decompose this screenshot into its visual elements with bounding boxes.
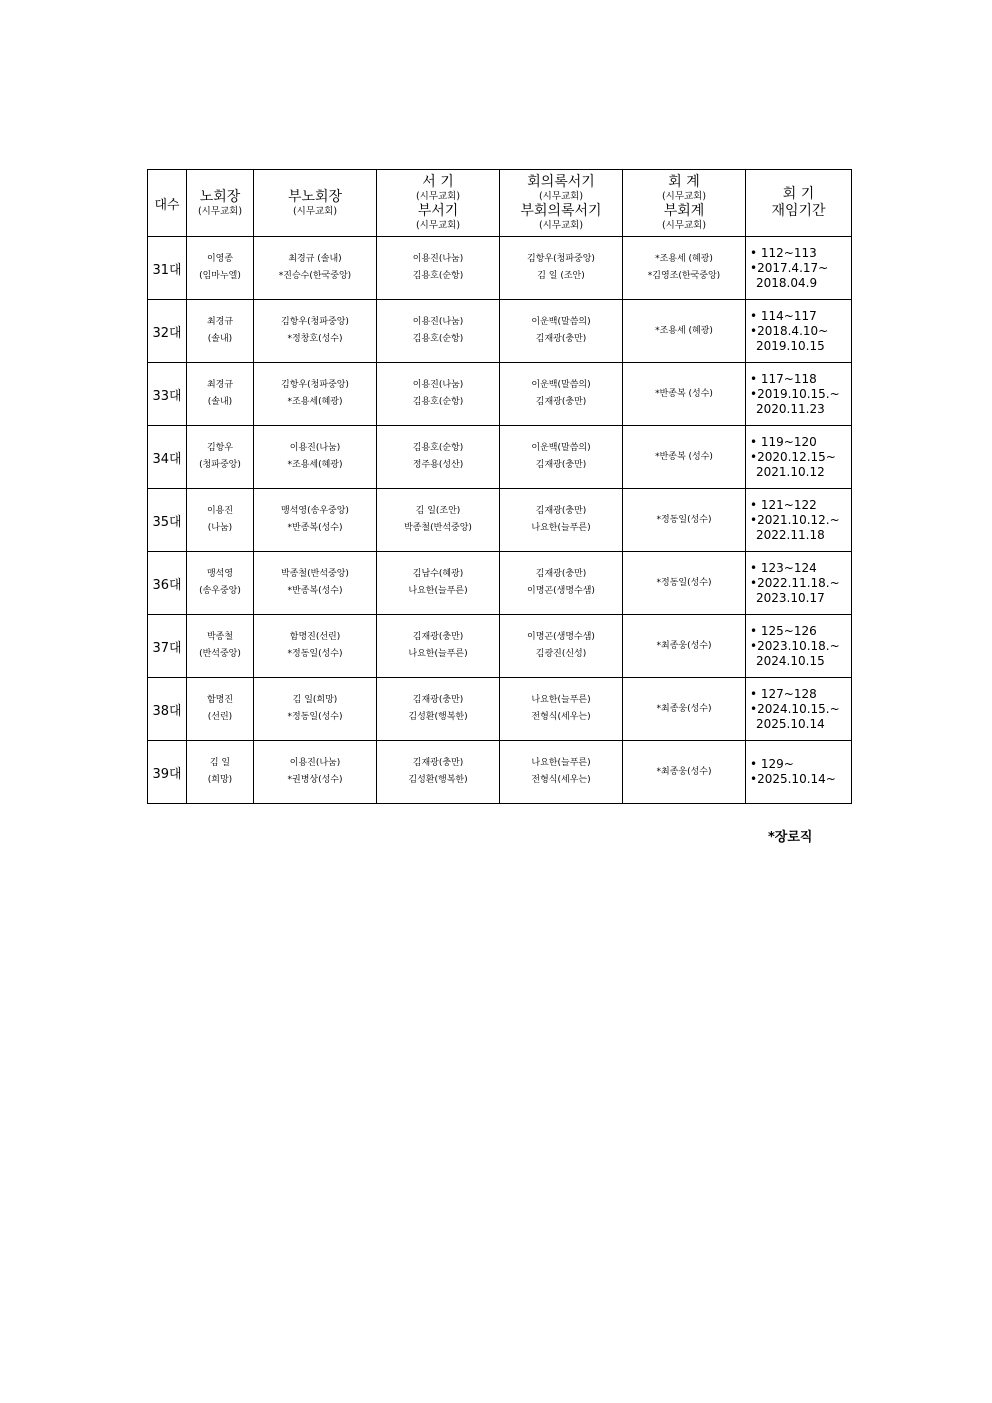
treasurer-cell <box>623 300 746 363</box>
clerk-line: 이용진(나눔) <box>412 317 464 327</box>
clerk-line: 정주용(성산) <box>412 460 464 470</box>
recorder-cell <box>500 300 623 363</box>
header-clerk-sub1: (시무교회) <box>415 191 461 202</box>
recorder-cell <box>500 489 623 552</box>
president-cell <box>187 363 254 426</box>
term-cell <box>746 300 852 363</box>
president-cell <box>187 552 254 615</box>
treasurer-line: *최종웅(성수) <box>656 640 712 651</box>
president-line: 맹석영 <box>206 569 234 579</box>
clerk-line: 김재광(충만) <box>412 758 464 768</box>
term-line: •2023.10.18.~ <box>750 638 840 653</box>
vice-line: 박종철(반석중앙) <box>281 569 349 579</box>
president-cell <box>187 615 254 678</box>
header-treasurer-sub1: (시무교회) <box>661 191 707 202</box>
term-line: • 125~126 <box>750 623 817 638</box>
recorder-line: 나요한(늘푸른) <box>531 523 591 533</box>
term-line: 2018.04.9 <box>756 275 818 290</box>
header-row <box>148 170 852 237</box>
clerk-line: 김성환(행복한) <box>408 775 468 785</box>
header-treasurer-title2: 부회계 <box>663 203 705 219</box>
clerk-cell <box>377 678 500 741</box>
table-row <box>148 489 852 552</box>
gen-cell <box>148 363 187 426</box>
president-line: (솔내) <box>207 334 233 344</box>
vice-line: *정창호(성수) <box>287 334 343 344</box>
treasurer-cell <box>623 363 746 426</box>
treasurer-cell <box>623 237 746 300</box>
term-line: 2022.11.18 <box>756 527 825 542</box>
term-line: •2019.10.15.~ <box>750 386 840 401</box>
term-line: •2025.10.14~ <box>750 772 836 786</box>
gen-label: 38대 <box>152 703 182 719</box>
term-line: • 129~ <box>750 757 794 771</box>
recorder-line: 이운백(말씀의) <box>531 443 591 453</box>
treasurer-line: *김영조(한국중앙) <box>647 271 721 281</box>
president-line: 김 일 <box>209 758 231 768</box>
vice-line: *반종복(성수) <box>287 523 343 533</box>
recorder-line: 전형식(세우는) <box>531 775 591 785</box>
president-cell <box>187 678 254 741</box>
header-recorder-sub2: (시무교회) <box>538 220 584 231</box>
president-cell <box>187 426 254 489</box>
vice-line: 이용진(나눔) <box>289 443 341 453</box>
term-line: 2023.10.17 <box>756 590 825 605</box>
term-line: •2024.10.15.~ <box>750 701 840 716</box>
vice-line: *반종복(성수) <box>287 586 343 596</box>
term-cell <box>746 363 852 426</box>
recorder-cell <box>500 678 623 741</box>
gen-cell <box>148 426 187 489</box>
term-line: • 119~120 <box>750 434 817 449</box>
gen-label: 35대 <box>152 514 182 530</box>
vice-cell <box>254 678 377 741</box>
term-line: •2022.11.18.~ <box>750 575 840 590</box>
vice-line: *정동일(성수) <box>287 712 343 722</box>
term-cell <box>746 489 852 552</box>
gen-cell <box>148 552 187 615</box>
header-president <box>187 170 254 237</box>
recorder-line: 김재광(충만) <box>535 334 587 344</box>
vice-cell <box>254 552 377 615</box>
gen-label: 36대 <box>152 577 182 593</box>
term-line: • 112~113 <box>750 245 817 260</box>
footnote-elder: *장로직 <box>768 830 813 845</box>
vice-line: 김항우(청파중앙) <box>281 380 349 390</box>
recorder-line: 나요한(늘푸른) <box>531 758 591 768</box>
gen-cell <box>148 615 187 678</box>
vice-cell <box>254 489 377 552</box>
president-line: 이용진 <box>206 506 234 516</box>
clerk-line: 나요한(늘푸른) <box>408 649 468 659</box>
term-cell <box>746 426 852 489</box>
vice-line: *정동일(성수) <box>287 649 343 659</box>
president-cell <box>187 300 254 363</box>
clerk-cell <box>377 426 500 489</box>
gen-label: 32대 <box>152 325 182 341</box>
clerk-line: 김남수(혜광) <box>412 569 464 579</box>
vice-line: *권병상(성수) <box>287 775 343 785</box>
recorder-line: 김항우(청파중앙) <box>527 254 595 264</box>
term-cell <box>746 678 852 741</box>
clerk-line: 이용진(나눔) <box>412 254 464 264</box>
header-recorder-title: 회의록서기 <box>527 174 595 190</box>
gen-cell <box>148 741 187 804</box>
term-line: • 123~124 <box>750 560 817 575</box>
table-row <box>148 237 852 300</box>
vice-cell <box>254 615 377 678</box>
treasurer-line: *반종복 (성수) <box>655 451 713 462</box>
recorder-cell <box>500 615 623 678</box>
treasurer-cell <box>623 741 746 804</box>
header-recorder <box>500 170 623 237</box>
clerk-line: 김용호(순항) <box>412 397 464 407</box>
clerk-cell <box>377 615 500 678</box>
vice-cell <box>254 741 377 804</box>
recorder-line: 이명곤(생명수샘) <box>527 586 595 596</box>
president-cell <box>187 489 254 552</box>
recorder-line: 김재광(충만) <box>535 397 587 407</box>
clerk-line: 박종철(반석중앙) <box>404 523 472 533</box>
president-line: 이영종 <box>206 254 234 264</box>
treasurer-line: *정동일(성수) <box>656 577 712 588</box>
term-line: 2020.11.23 <box>756 401 825 416</box>
recorder-line: 나요한(늘푸른) <box>531 695 591 705</box>
clerk-cell <box>377 237 500 300</box>
term-line: 2019.10.15 <box>756 338 825 353</box>
header-gen <box>148 170 187 237</box>
president-line: (송우중앙) <box>199 586 241 596</box>
header-term-title2: 재임기간 <box>771 203 826 219</box>
president-line: (선린) <box>207 712 233 722</box>
vice-line: 김 일(희망) <box>292 695 338 705</box>
term-line: •2017.4.17~ <box>750 260 829 275</box>
vice-line: *진승수(한국중앙) <box>278 271 352 281</box>
clerk-line: 김성환(행복한) <box>408 712 468 722</box>
header-treasurer <box>623 170 746 237</box>
president-line: (반석중앙) <box>199 649 241 659</box>
gen-label: 37대 <box>152 640 182 656</box>
gen-cell <box>148 237 187 300</box>
treasurer-cell <box>623 615 746 678</box>
vice-cell <box>254 426 377 489</box>
treasurer-cell <box>623 489 746 552</box>
treasurer-line: *최종웅(성수) <box>656 766 712 777</box>
clerk-cell <box>377 300 500 363</box>
treasurer-line: *반종복 (성수) <box>655 388 713 399</box>
president-line: (솔내) <box>207 397 233 407</box>
clerk-line: 나요한(늘푸른) <box>408 586 468 596</box>
vice-line: 최경규 (솔내) <box>288 254 342 264</box>
term-line: • 127~128 <box>750 686 817 701</box>
term-cell <box>746 237 852 300</box>
header-vice <box>254 170 377 237</box>
table-row <box>148 615 852 678</box>
vice-line: *조용세(혜광) <box>287 397 343 407</box>
clerk-cell <box>377 741 500 804</box>
recorder-cell <box>500 363 623 426</box>
treasurer-line: *조용세 (혜광) <box>655 254 713 264</box>
term-line: 2025.10.14 <box>756 716 825 731</box>
gen-label: 31대 <box>152 262 182 278</box>
recorder-cell <box>500 741 623 804</box>
gen-label: 39대 <box>152 766 182 782</box>
recorder-line: 김재광(충만) <box>535 569 587 579</box>
header-clerk-title2: 부서기 <box>417 203 459 219</box>
clerk-line: 이용진(나눔) <box>412 380 464 390</box>
table-row <box>148 363 852 426</box>
term-line: •2020.12.15~ <box>750 449 836 464</box>
treasurer-line: *정동일(성수) <box>656 514 712 525</box>
header-term-title: 회 기 <box>782 186 815 202</box>
term-line: • 121~122 <box>750 497 817 512</box>
term-line: 2024.10.15 <box>756 653 825 668</box>
treasurer-cell <box>623 678 746 741</box>
clerk-line: 김 일(조안) <box>415 506 461 516</box>
vice-line: 이용진(나눔) <box>289 758 341 768</box>
term-line: • 117~118 <box>750 371 817 386</box>
recorder-line: 김재광(충만) <box>535 506 587 516</box>
recorder-cell <box>500 552 623 615</box>
term-cell <box>746 552 852 615</box>
president-line: 박종철 <box>206 632 234 642</box>
president-line: (청파중앙) <box>199 460 241 470</box>
table-row <box>148 678 852 741</box>
header-recorder-sub1: (시무교회) <box>538 191 584 202</box>
vice-line: *조용세(혜광) <box>287 460 343 470</box>
header-treasurer-sub2: (시무교회) <box>661 220 707 231</box>
gen-cell <box>148 678 187 741</box>
treasurer-cell <box>623 552 746 615</box>
gen-cell <box>148 300 187 363</box>
header-clerk-sub2: (시무교회) <box>415 220 461 231</box>
clerk-line: 김용호(순항) <box>412 271 464 281</box>
president-line: 함명진 <box>206 695 234 705</box>
recorder-cell <box>500 237 623 300</box>
recorder-line: 이운백(말씀의) <box>531 317 591 327</box>
vice-line: 맹석영(송우중앙) <box>281 506 349 516</box>
recorder-cell <box>500 426 623 489</box>
president-line: (희망) <box>207 775 233 785</box>
term-line: 2021.10.12 <box>756 464 825 479</box>
header-president-title: 노회장 <box>199 188 241 205</box>
vice-line: 김항우(청파중앙) <box>281 317 349 327</box>
clerk-cell <box>377 489 500 552</box>
header-term <box>746 170 852 237</box>
treasurer-cell <box>623 426 746 489</box>
vice-cell <box>254 300 377 363</box>
president-line: 최경규 <box>206 317 234 327</box>
gen-label: 33대 <box>152 388 182 404</box>
president-line: 김항우 <box>206 443 234 453</box>
term-line: •2018.4.10~ <box>750 323 829 338</box>
header-vice-title: 부노회장 <box>287 188 343 205</box>
president-cell <box>187 741 254 804</box>
clerk-cell <box>377 363 500 426</box>
gen-label: 34대 <box>152 451 182 467</box>
header-vice-sub: (시무교회) <box>292 205 338 217</box>
vice-line: 함명진(선린) <box>289 632 341 642</box>
clerk-line: 김용호(순항) <box>412 443 464 453</box>
gen-cell <box>148 489 187 552</box>
recorder-line: 김 일 (조안) <box>537 271 585 281</box>
table-row <box>148 300 852 363</box>
recorder-line: 전형식(세우는) <box>531 712 591 722</box>
treasurer-line: *조용세 (혜광) <box>655 325 713 336</box>
recorder-line: 김재광(충만) <box>535 460 587 470</box>
president-line: (임마누엘) <box>199 271 241 281</box>
president-line: 최경규 <box>206 380 234 390</box>
presbytery-officers-table <box>147 169 852 804</box>
header-clerk-title: 서 기 <box>422 174 454 190</box>
table-row <box>148 426 852 489</box>
president-cell <box>187 237 254 300</box>
treasurer-line: *최종웅(성수) <box>656 703 712 714</box>
term-cell <box>746 615 852 678</box>
vice-cell <box>254 237 377 300</box>
recorder-line: 김광진(신성) <box>535 649 587 659</box>
table-row <box>148 552 852 615</box>
recorder-line: 이운백(말씀의) <box>531 380 591 390</box>
clerk-cell <box>377 552 500 615</box>
term-cell <box>746 741 852 804</box>
vice-cell <box>254 363 377 426</box>
header-president-sub: (시무교회) <box>197 205 243 217</box>
header-recorder-title2: 부회의록서기 <box>520 203 602 219</box>
clerk-line: 김재광(충만) <box>412 632 464 642</box>
term-line: • 114~117 <box>750 308 817 323</box>
header-treasurer-title: 회 계 <box>668 174 700 190</box>
term-line: •2021.10.12.~ <box>750 512 840 527</box>
header-gen-label: 대수 <box>154 197 180 213</box>
recorder-line: 이명곤(생명수샘) <box>527 632 595 642</box>
clerk-line: 김용호(순항) <box>412 334 464 344</box>
clerk-line: 김재광(충만) <box>412 695 464 705</box>
header-clerk <box>377 170 500 237</box>
table-row <box>148 741 852 804</box>
president-line: (나눔) <box>207 523 233 533</box>
